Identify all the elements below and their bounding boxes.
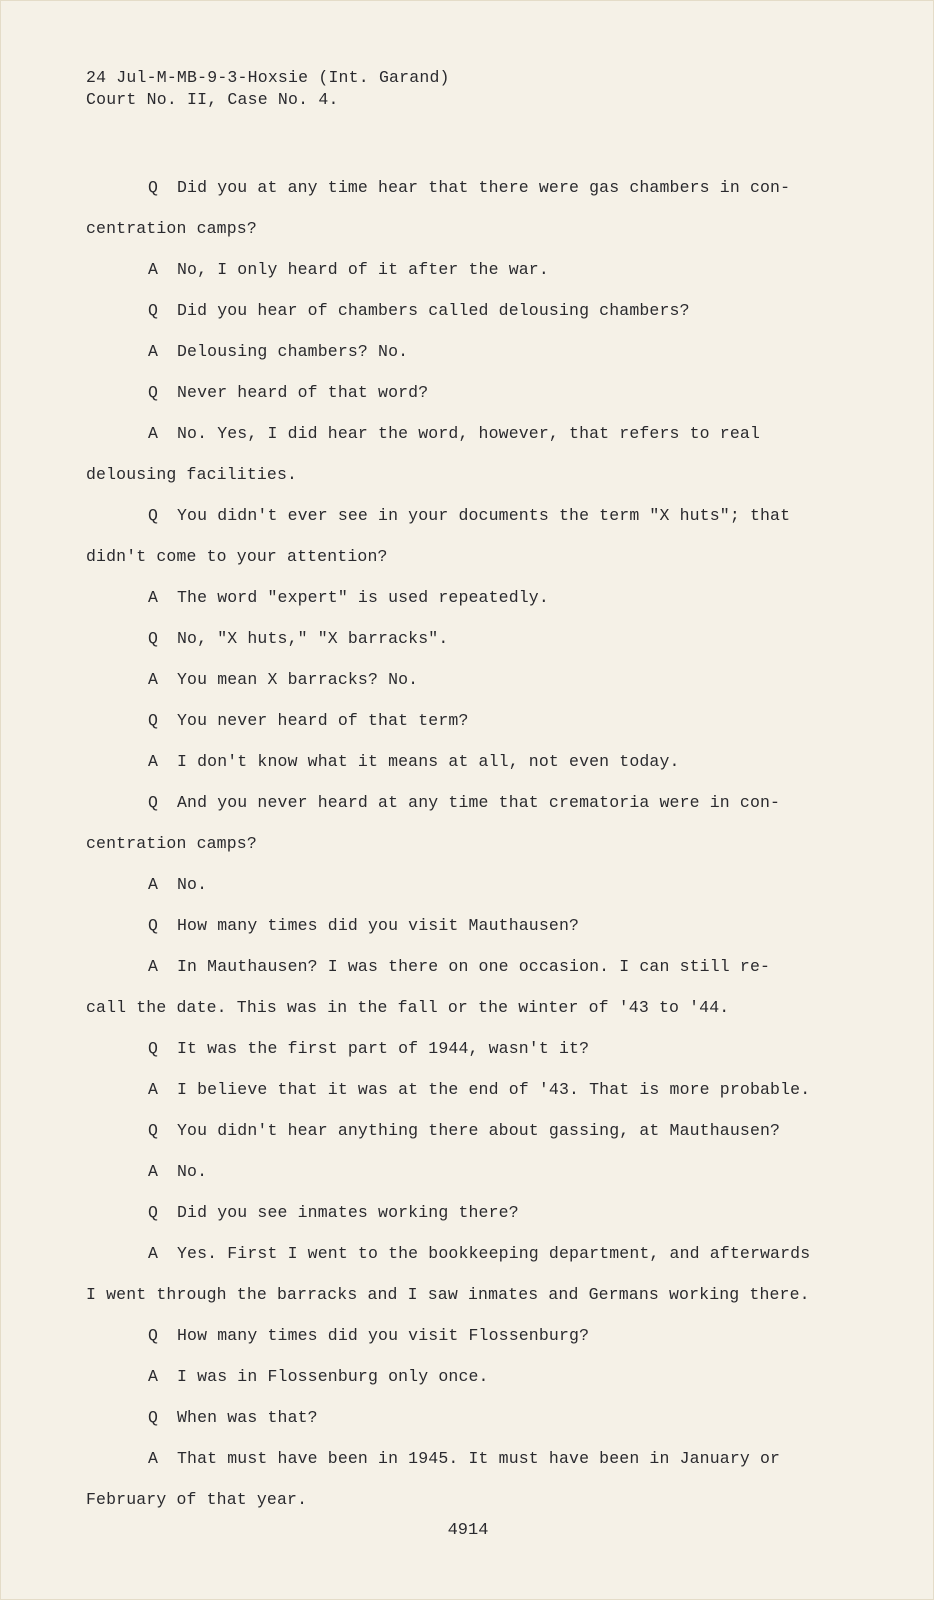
answer-marker: A <box>148 875 159 894</box>
transcript-line-continued <box>86 536 846 577</box>
transcript-text: centration camps? <box>86 834 257 853</box>
transcript-line-first <box>86 1233 846 1274</box>
transcript-line-first <box>86 1028 846 1069</box>
transcript-text: No. <box>177 875 208 894</box>
transcript-line-first <box>86 700 846 741</box>
transcript-line-first <box>86 413 846 454</box>
transcript-text: It was the first part of 1944, wasn't it? <box>177 1039 590 1058</box>
transcript-text: No. <box>177 1162 208 1181</box>
transcript-text: No, "X huts," "X barracks". <box>177 629 449 648</box>
answer-marker: A <box>148 260 159 279</box>
transcript-text: The word "expert" is used repeatedly. <box>177 588 549 607</box>
answer-marker: A <box>148 957 159 976</box>
transcript-text: Did you see inmates working there? <box>177 1203 519 1222</box>
transcript-text: I was in Flossenburg only once. <box>177 1367 489 1386</box>
question-marker: Q <box>148 1408 159 1427</box>
transcript-line-first <box>86 741 846 782</box>
answer-marker: A <box>148 1080 159 1099</box>
transcript-text: I don't know what it means at all, not even today. <box>177 752 680 771</box>
question-marker: Q <box>148 301 159 320</box>
answer-marker: A <box>148 342 159 361</box>
answer-marker: A <box>148 1367 159 1386</box>
question-marker: Q <box>148 1039 159 1058</box>
question-marker: Q <box>148 629 159 648</box>
transcript-text: Delousing chambers? No. <box>177 342 409 361</box>
transcript-line-first <box>86 1315 846 1356</box>
transcript-line-first <box>86 372 846 413</box>
question-marker: Q <box>148 711 159 730</box>
question-marker: Q <box>148 506 159 525</box>
transcript-line-first <box>86 577 846 618</box>
transcript-line-continued <box>86 208 846 249</box>
question-marker: Q <box>148 383 159 402</box>
transcript-line-first <box>86 946 846 987</box>
question-marker: Q <box>148 793 159 812</box>
question-marker: Q <box>148 916 159 935</box>
transcript-line-first <box>86 905 846 946</box>
transcript-text: No. Yes, I did hear the word, however, that refers to real <box>177 424 760 443</box>
transcript-line-first <box>86 1069 846 1110</box>
document-header <box>86 67 450 111</box>
transcript-line-continued <box>86 823 846 864</box>
transcript-line-first <box>86 618 846 659</box>
question-marker: Q <box>148 1203 159 1222</box>
transcript-text: You never heard of that term? <box>177 711 469 730</box>
answer-marker: A <box>148 1449 159 1468</box>
transcript-line-continued <box>86 1274 846 1315</box>
transcript-line-continued <box>86 454 846 495</box>
question-marker: Q <box>148 1326 159 1345</box>
page-number: 4914 <box>447 1521 489 1540</box>
transcript-text: You didn't ever see in your documents the term "X huts"; that <box>177 506 791 525</box>
transcript-text: You mean X barracks? No. <box>177 670 419 689</box>
transcript-text: I believe that it was at the end of '43. That is more probable. <box>177 1080 811 1099</box>
answer-marker: A <box>148 752 159 771</box>
transcript-text: February of that year. <box>86 1490 308 1509</box>
transcript-line-first <box>86 864 846 905</box>
transcript-line-continued <box>86 1479 846 1520</box>
transcript-line-first <box>86 290 846 331</box>
question-marker: Q <box>148 178 159 197</box>
answer-marker: A <box>148 670 159 689</box>
transcript-text: In Mauthausen? I was there on one occasion. I can still re- <box>177 957 771 976</box>
answer-marker: A <box>148 1162 159 1181</box>
transcript-line-continued <box>86 987 846 1028</box>
transcript-text: How many times did you visit Mauthausen? <box>177 916 580 935</box>
transcript-line-first <box>86 1151 846 1192</box>
transcript-text: Did you at any time hear that there were gas chambers in con- <box>177 178 791 197</box>
transcript-text: delousing facilities. <box>86 465 298 484</box>
transcript-text: Never heard of that word? <box>177 383 429 402</box>
header-line-1: 24 Jul-M-MB-9-3-Hoxsie (Int. Garand) <box>86 68 450 87</box>
transcript-text: I went through the barracks and I saw inmates and Germans working there. <box>86 1285 810 1304</box>
transcript-body <box>86 167 846 1520</box>
transcript-line-first <box>86 1397 846 1438</box>
transcript-text: Yes. First I went to the bookkeeping department, and afterwards <box>177 1244 811 1263</box>
answer-marker: A <box>148 588 159 607</box>
transcript-line-first <box>86 659 846 700</box>
transcript-text: How many times did you visit Flossenburg? <box>177 1326 590 1345</box>
transcript-text: didn't come to your attention? <box>86 547 388 566</box>
answer-marker: A <box>148 1244 159 1263</box>
answer-marker: A <box>148 424 159 443</box>
transcript-text: You didn't hear anything there about gassing, at Mauthausen? <box>177 1121 781 1140</box>
transcript-line-first <box>86 1356 846 1397</box>
transcript-text: Did you hear of chambers called delousing chambers? <box>177 301 690 320</box>
transcript-text: When was that? <box>177 1408 318 1427</box>
transcript-text: And you never heard at any time that crematoria were in con- <box>177 793 781 812</box>
question-marker: Q <box>148 1121 159 1140</box>
transcript-line-first <box>86 1438 846 1479</box>
transcript-line-first <box>86 782 846 823</box>
transcript-line-first <box>86 249 846 290</box>
header-line-2: Court No. II, Case No. 4. <box>86 90 339 109</box>
transcript-line-first <box>86 167 846 208</box>
transcript-line-first <box>86 331 846 372</box>
transcript-text: That must have been in 1945. It must have been in January or <box>177 1449 781 1468</box>
transcript-text: centration camps? <box>86 219 257 238</box>
transcript-line-first <box>86 1110 846 1151</box>
transcript-text: call the date. This was in the fall or the winter of '43 to '44. <box>86 998 730 1017</box>
transcript-line-first <box>86 1192 846 1233</box>
transcript-line-first <box>86 495 846 536</box>
transcript-text: No, I only heard of it after the war. <box>177 260 549 279</box>
